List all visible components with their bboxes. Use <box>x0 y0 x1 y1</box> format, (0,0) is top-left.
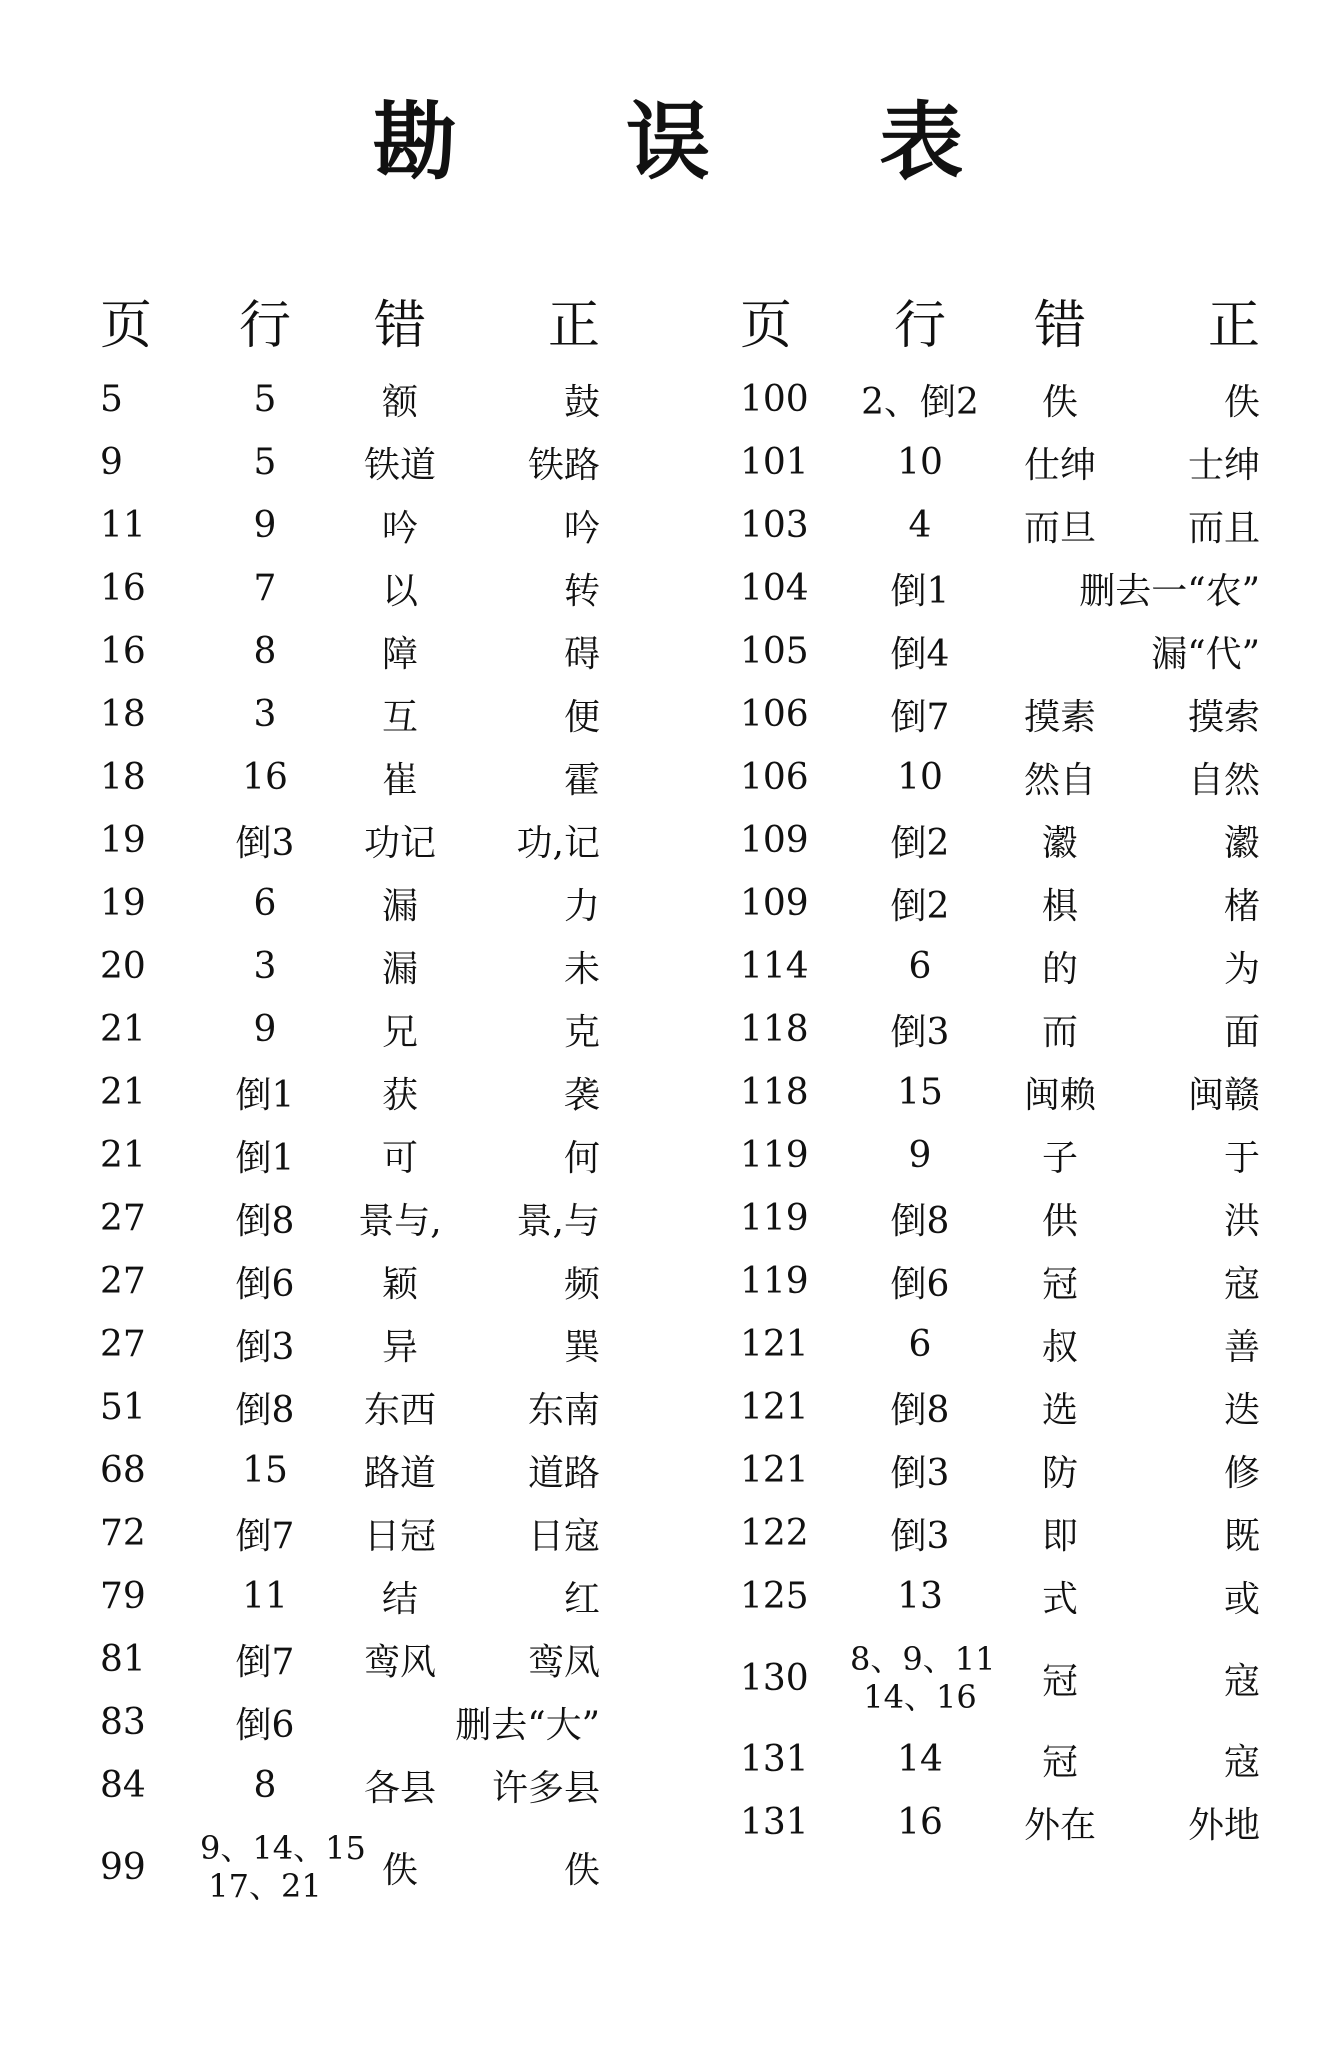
line-number <box>200 1829 366 1905</box>
page-number: 104 <box>740 568 809 609</box>
line-number: 倒2 <box>890 823 950 864</box>
page-number: 106 <box>740 757 809 798</box>
correct-text: 佚 <box>563 1849 600 1891</box>
page-number: 21 <box>100 1072 146 1113</box>
correct-text: 铁路 <box>527 445 600 486</box>
correct-text: 善 <box>1223 1327 1260 1368</box>
correction-note: 漏“代” <box>1151 634 1260 675</box>
line-number: 14 <box>897 1739 943 1780</box>
page-number: 119 <box>740 1261 809 1302</box>
wrong-text: 叔 <box>1041 1327 1078 1368</box>
page-number: 122 <box>740 1513 809 1554</box>
line-number: 13 <box>897 1576 943 1617</box>
page-number: 20 <box>100 946 146 987</box>
page-number: 105 <box>740 631 809 672</box>
correct-text: 迭 <box>1223 1390 1260 1431</box>
errata-row <box>100 1817 600 1917</box>
line-number: 11 <box>242 1576 288 1617</box>
page-number: 21 <box>100 1135 146 1176</box>
line-number <box>850 1640 996 1716</box>
page-number: 83 <box>100 1702 146 1743</box>
errata-row <box>740 809 1260 872</box>
line-number: 6 <box>908 1324 932 1365</box>
errata-row <box>740 998 1260 1061</box>
wrong-text: 可 <box>381 1138 418 1179</box>
wrong-text: 兄 <box>381 1012 418 1053</box>
line-number: 6 <box>253 883 277 924</box>
line-number: 3 <box>253 694 277 735</box>
header-correct: 正 <box>1207 295 1260 356</box>
errata-row <box>100 620 600 683</box>
page-number: 125 <box>740 1576 809 1617</box>
page-number: 106 <box>740 694 809 735</box>
line-number-part: 9、14、15 <box>200 1829 366 1867</box>
wrong-text: 然自 <box>1023 760 1096 801</box>
page-number: 99 <box>100 1846 146 1888</box>
wrong-text: 路道 <box>363 1453 436 1494</box>
page-number: 19 <box>100 883 146 924</box>
line-number: 倒6 <box>235 1264 295 1305</box>
correct-text: 克 <box>563 1012 600 1053</box>
wrong-text: 而旦 <box>1023 508 1096 549</box>
line-number: 8 <box>253 1765 277 1806</box>
correct-text: 面 <box>1223 1012 1260 1053</box>
correct-text: 便 <box>563 697 600 738</box>
correct-text: 吟 <box>563 508 600 549</box>
errata-row <box>100 1250 600 1313</box>
wrong-text: 景与, <box>358 1201 442 1242</box>
errata-row <box>100 683 600 746</box>
errata-row <box>740 1565 1260 1628</box>
line-number: 倒4 <box>890 634 950 675</box>
errata-row <box>100 998 600 1061</box>
errata-row <box>100 1628 600 1691</box>
column-header-row <box>740 280 1260 360</box>
wrong-text: 仕绅 <box>1023 445 1096 486</box>
correct-text: 修 <box>1223 1453 1260 1494</box>
correct-text: 楮 <box>1223 886 1260 927</box>
wrong-text: 摸素 <box>1023 697 1096 738</box>
errata-row <box>100 1502 600 1565</box>
wrong-text: 椇 <box>1041 886 1078 927</box>
header-wrong: 错 <box>1033 295 1086 356</box>
correct-text: 鼓 <box>563 382 600 423</box>
errata-row <box>740 746 1260 809</box>
line-number: 5 <box>253 379 277 420</box>
wrong-text: 以 <box>381 571 418 612</box>
line-number: 9 <box>908 1135 932 1176</box>
errata-row <box>740 935 1260 998</box>
errata-row <box>100 431 600 494</box>
line-number: 9 <box>253 505 277 546</box>
wrong-text: 佚 <box>1041 382 1078 423</box>
header-wrong: 错 <box>373 295 426 356</box>
correct-text: 自然 <box>1187 760 1260 801</box>
correct-text: 摸索 <box>1187 697 1260 738</box>
correct-text: 霍 <box>563 760 600 801</box>
correct-text: 道路 <box>527 1453 600 1494</box>
page-number: 103 <box>740 505 809 546</box>
errata-row <box>740 872 1260 935</box>
page-number: 109 <box>740 883 809 924</box>
errata-row <box>100 1565 600 1628</box>
page-title: 勘 误 表 <box>372 93 1034 191</box>
header-correct: 正 <box>547 295 600 356</box>
line-number: 倒1 <box>235 1075 295 1116</box>
line-number: 6 <box>908 946 932 987</box>
line-number: 倒1 <box>235 1138 295 1179</box>
wrong-text: 子 <box>1041 1138 1078 1179</box>
correct-text: 寇 <box>1223 1660 1260 1702</box>
line-number: 15 <box>242 1450 288 1491</box>
errata-row <box>740 1376 1260 1439</box>
page-number: 68 <box>100 1450 146 1491</box>
line-number: 倒8 <box>890 1201 950 1242</box>
errata-row <box>100 1376 600 1439</box>
errata-row <box>100 368 600 431</box>
page-number: 109 <box>740 820 809 861</box>
wrong-text: 即 <box>1041 1516 1078 1557</box>
page-number: 27 <box>100 1324 146 1365</box>
line-number-part: 8、9、11 <box>850 1640 996 1678</box>
line-number: 10 <box>897 757 943 798</box>
correct-text: 频 <box>563 1264 600 1305</box>
wrong-text: 外在 <box>1023 1805 1096 1846</box>
line-number: 倒8 <box>235 1201 295 1242</box>
line-number: 10 <box>897 442 943 483</box>
page-number: 101 <box>740 442 809 483</box>
errata-row <box>100 1691 600 1754</box>
correct-text: 洪 <box>1223 1201 1260 1242</box>
wrong-text: 颖 <box>381 1264 418 1305</box>
errata-row <box>740 557 1260 620</box>
correct-text: 士绅 <box>1187 445 1260 486</box>
wrong-text: 漏 <box>381 886 418 927</box>
line-number: 15 <box>897 1072 943 1113</box>
correct-text: 为 <box>1223 949 1260 990</box>
correct-text: 袭 <box>563 1075 600 1116</box>
page-number: 118 <box>740 1009 809 1050</box>
correct-text: 闽赣 <box>1187 1075 1260 1116</box>
page-number: 16 <box>100 631 146 672</box>
line-number: 倒8 <box>235 1390 295 1431</box>
correct-text: 力 <box>563 886 600 927</box>
wrong-text: 冠 <box>1041 1264 1078 1305</box>
wrong-text: 冠 <box>1041 1660 1078 1702</box>
line-number-part: 17、21 <box>208 1867 322 1905</box>
page-number: 72 <box>100 1513 146 1554</box>
wrong-text: 日冠 <box>363 1516 436 1557</box>
wrong-text: 铁道 <box>363 445 436 486</box>
correct-text: 佚 <box>1223 382 1260 423</box>
errata-row <box>100 1124 600 1187</box>
page-number: 51 <box>100 1387 146 1428</box>
correct-text: 未 <box>563 949 600 990</box>
errata-row <box>100 494 600 557</box>
correct-text: 于 <box>1223 1138 1260 1179</box>
correct-text: 巽 <box>563 1327 600 1368</box>
errata-row <box>100 1439 600 1502</box>
header-line: 行 <box>893 295 946 356</box>
errata-row <box>100 935 600 998</box>
page-number: 81 <box>100 1639 146 1680</box>
errata-row <box>100 557 600 620</box>
page-number: 79 <box>100 1576 146 1617</box>
line-number: 倒7 <box>235 1642 295 1683</box>
wrong-text: 崔 <box>381 760 418 801</box>
correct-text: 瀫 <box>1223 823 1260 864</box>
errata-column-right <box>740 280 1260 1854</box>
line-number: 倒3 <box>890 1453 950 1494</box>
errata-row <box>740 1439 1260 1502</box>
header-page: 页 <box>740 295 793 356</box>
page-number: 119 <box>740 1198 809 1239</box>
column-header-row <box>100 280 600 360</box>
wrong-text: 佚 <box>381 1849 418 1891</box>
line-number: 3 <box>253 946 277 987</box>
page-number: 121 <box>740 1450 809 1491</box>
page-number: 11 <box>100 505 146 546</box>
errata-row <box>740 1728 1260 1791</box>
wrong-text: 漏 <box>381 949 418 990</box>
line-number: 倒6 <box>890 1264 950 1305</box>
correct-text: 鸾凤 <box>527 1642 600 1683</box>
line-number: 16 <box>897 1802 943 1843</box>
page-number: 130 <box>740 1657 809 1699</box>
errata-row <box>740 1061 1260 1124</box>
wrong-text: 而 <box>1041 1012 1078 1053</box>
correct-text: 外地 <box>1187 1805 1260 1846</box>
wrong-text: 各县 <box>363 1768 436 1809</box>
line-number: 9 <box>253 1009 277 1050</box>
errata-row <box>100 1061 600 1124</box>
page-number: 114 <box>740 946 809 987</box>
wrong-text: 闽赖 <box>1023 1075 1096 1116</box>
line-number: 4 <box>908 505 932 546</box>
wrong-text: 异 <box>381 1327 418 1368</box>
header-line: 行 <box>238 295 291 356</box>
wrong-text: 选 <box>1041 1390 1078 1431</box>
errata-row <box>740 683 1260 746</box>
line-number: 倒3 <box>890 1012 950 1053</box>
correct-text: 功,记 <box>516 823 600 864</box>
page-number: 121 <box>740 1387 809 1428</box>
wrong-text: 东西 <box>363 1390 436 1431</box>
correct-text: 转 <box>563 571 600 612</box>
page-number: 131 <box>740 1739 809 1780</box>
correct-text: 而且 <box>1187 508 1260 549</box>
wrong-text: 冠 <box>1041 1742 1078 1783</box>
line-number: 7 <box>253 568 277 609</box>
correct-text: 景,与 <box>516 1201 600 1242</box>
line-number: 16 <box>242 757 288 798</box>
page-number: 119 <box>740 1135 809 1176</box>
errata-row <box>740 1791 1260 1854</box>
errata-row <box>100 809 600 872</box>
wrong-text: 吟 <box>381 508 418 549</box>
line-number: 倒7 <box>235 1516 295 1557</box>
line-number: 倒3 <box>235 1327 295 1368</box>
errata-row <box>740 494 1260 557</box>
errata-row <box>740 1313 1260 1376</box>
line-number: 8 <box>253 631 277 672</box>
errata-row <box>740 368 1260 431</box>
page-number: 27 <box>100 1198 146 1239</box>
errata-row <box>740 1187 1260 1250</box>
errata-row <box>740 620 1260 683</box>
line-number: 倒3 <box>890 1516 950 1557</box>
page-number: 84 <box>100 1765 146 1806</box>
header-page: 页 <box>100 295 153 356</box>
page-number: 5 <box>100 379 123 420</box>
correct-text: 既 <box>1223 1516 1260 1557</box>
wrong-text: 鸾风 <box>363 1642 436 1683</box>
line-number: 倒6 <box>235 1705 295 1746</box>
wrong-text: 瀫 <box>1041 823 1078 864</box>
wrong-text: 式 <box>1041 1579 1078 1620</box>
errata-row <box>100 746 600 809</box>
page-number: 9 <box>100 442 123 483</box>
correct-text: 何 <box>563 1138 600 1179</box>
correction-note: 删去一“农” <box>1079 571 1260 612</box>
page-number: 19 <box>100 820 146 861</box>
page-number: 100 <box>740 379 809 420</box>
correction-note: 删去“大” <box>455 1705 600 1746</box>
correct-text: 东南 <box>527 1390 600 1431</box>
wrong-text: 结 <box>381 1579 418 1620</box>
line-number: 倒7 <box>890 697 950 738</box>
line-number: 倒8 <box>890 1390 950 1431</box>
errata-row <box>740 1628 1260 1728</box>
correct-text: 寇 <box>1223 1742 1260 1783</box>
errata-row <box>740 431 1260 494</box>
errata-row <box>740 1502 1260 1565</box>
errata-column-left <box>100 280 600 1917</box>
correct-text: 碍 <box>563 634 600 675</box>
page-number: 18 <box>100 757 146 798</box>
line-number-part: 14、16 <box>863 1678 977 1716</box>
wrong-text: 功记 <box>363 823 436 864</box>
wrong-text: 的 <box>1041 949 1078 990</box>
wrong-text: 额 <box>381 382 418 423</box>
errata-row <box>740 1250 1260 1313</box>
page-number: 27 <box>100 1261 146 1302</box>
line-number: 2、倒2 <box>861 382 979 423</box>
line-number: 倒1 <box>890 571 950 612</box>
wrong-text: 互 <box>381 697 418 738</box>
page-number: 131 <box>740 1802 809 1843</box>
correct-text: 红 <box>563 1579 600 1620</box>
page-number: 118 <box>740 1072 809 1113</box>
page-number: 121 <box>740 1324 809 1365</box>
errata-rows-left <box>100 368 600 1917</box>
errata-row <box>100 1754 600 1817</box>
correct-text: 或 <box>1223 1579 1260 1620</box>
errata-rows-right <box>740 368 1260 1854</box>
wrong-text: 障 <box>381 634 418 675</box>
errata-row <box>100 1187 600 1250</box>
errata-row <box>100 1313 600 1376</box>
wrong-text: 获 <box>381 1075 418 1116</box>
correct-text: 许多县 <box>491 1768 600 1809</box>
line-number: 5 <box>253 442 277 483</box>
page-number: 21 <box>100 1009 146 1050</box>
errata-row <box>100 872 600 935</box>
wrong-text: 供 <box>1041 1201 1078 1242</box>
page-number: 18 <box>100 694 146 735</box>
line-number: 倒2 <box>890 886 950 927</box>
wrong-text: 防 <box>1041 1453 1078 1494</box>
errata-row <box>740 1124 1260 1187</box>
correct-text: 日寇 <box>527 1516 600 1557</box>
line-number: 倒3 <box>235 823 295 864</box>
correct-text: 寇 <box>1223 1264 1260 1305</box>
page-number: 16 <box>100 568 146 609</box>
